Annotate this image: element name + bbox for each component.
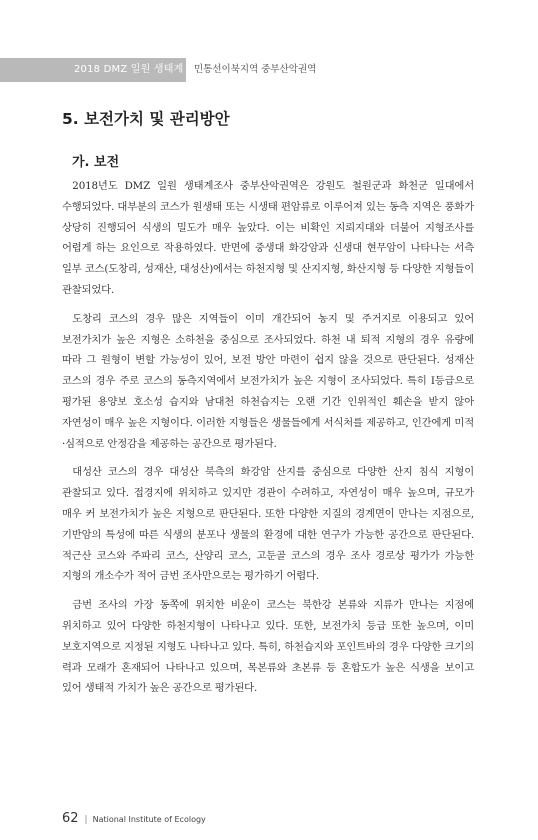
header-subtitle: 민통선이북지역 중부산악권역 [194, 64, 317, 75]
header-title: 2018 DMZ 일원 생태계 조사 [74, 64, 207, 75]
paragraph: 대성산 코스의 경우 대성산 북측의 화강암 산지를 중심으로 다양한 산지 침식 지형이 관찰되고 있다. 접경지에 위치하고 있지만 경관이 수려하고, 자연성이 매우 높으며, 규모가 매우 커 보전가치가 높은 지형으로 판단된다. 또한 다양한 지질의 경계면이 만나는 지점으로, 기반암의 특성에 따른 식생의 분포나 생물의 환경에 대한 연구가 가능한 공간으로 판단된다. 적근산 코스와 주파리 코스, 산양리 코스, 고둔골 코스의 경우 조사 경로상 평가가 가능한 지형의 개소수가 적어 금번 조사만으로는 평가하기 어렵다. [62, 466, 474, 583]
footer-separator: | [84, 815, 88, 825]
section-title: 5. 보전가치 및 관리방안 [62, 110, 230, 128]
body-text [62, 176, 474, 707]
subsection-title: 가. 보전 [72, 155, 120, 170]
page-number: 62 [62, 811, 79, 826]
paragraph: 도창리 코스의 경우 많은 지역들이 이미 개간되어 농지 및 주거지로 이용되고 있어 보전가치가 높은 지형은 소하천을 중심으로 조사되었다. 하천 내 퇴적 지형의 경우 유량에 따라 그 원형이 변할 가능성이 있어, 보전 방안 마련이 쉽지 않을 것으로 판단된다. 성재산 코스의 경우 주로 코스의 동측지역에서 보전가치가 높은 지형이 조사되었다. 특히 I등급으로 평가된 용양보 호소성 습지와 남대천 하천습지는 오랜 기간 인위적인 훼손을 받지 않아 자연성이 매우 높은 지형이다. 이러한 지형들은 생물들에게 서식처를 제공하고, 인간에게 미적·심적으로 안정감을 제공하는 공간으로 평가된다. [62, 312, 474, 450]
paragraph: 2018년도 DMZ 일원 생태계조사 중부산악권역은 강원도 철원군과 화천군 일대에서 수행되었다. 대부분의 코스가 원생태 또는 시생태 편암류로 이루어져 있는 동측 지역은 풍화가 상당히 진행되어 식생의 밀도가 매우 높았다. 이는 비확인 지뢰지대와 더불어 지형조사를 어렵게 하는 요인으로 작용하였다. 반면에 중생대 화강암과 신생대 현무암이 나타나는 서측 일부 코스(도창리, 성재산, 대성산)에서는 하천지형 및 산지지형, 화산지형 등 다양한 지형들이 관찰되었다. [62, 180, 474, 296]
footer-organization: National Institute of Ecology [92, 815, 206, 824]
paragraph: 금번 조사의 가장 동쪽에 위치한 비운이 코스는 북한강 본류와 지류가 만나는 지점에 위치하고 있어 다양한 하천지형이 나타나고 있다. 또한, 보전가치 등급 또한 높으며, 이미 보호지역으로 지정된 지형도 나타나고 있다. 특히, 하천습지와 포인트바의 경우 다양한 크기의 력과 모래가 혼재되어 나타나고 있으며, 목본류와 초본류 등 혼합도가 높은 식생을 보이고 있어 생태적 가치가 높은 공간으로 평가된다. [62, 599, 474, 695]
page-footer [62, 811, 206, 826]
